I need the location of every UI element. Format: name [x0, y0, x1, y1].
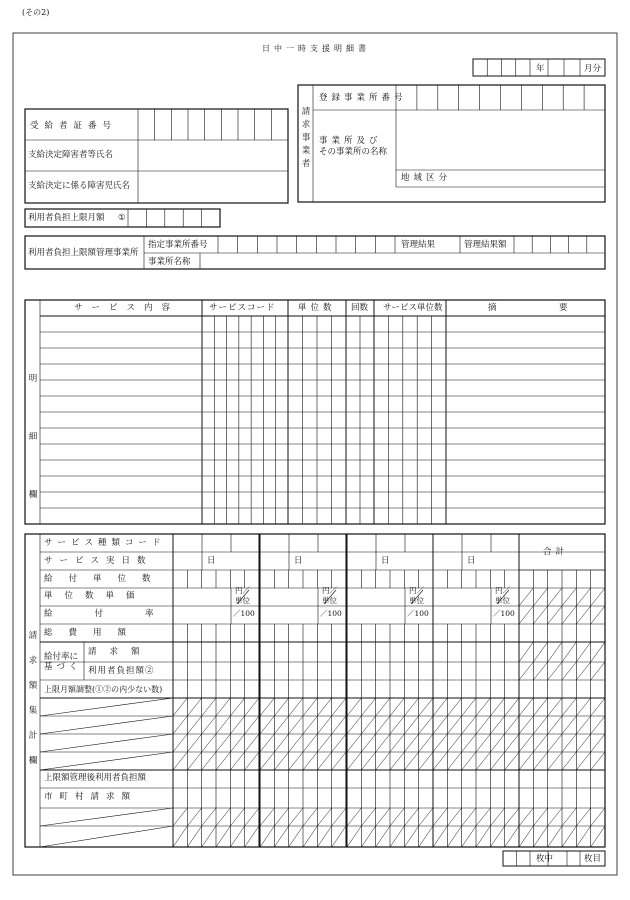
grid-line: [390, 808, 404, 826]
management-result-label: 管理結果: [401, 240, 436, 250]
grid-line: [533, 808, 547, 826]
grid-line: [216, 752, 230, 770]
grid-line: [576, 662, 590, 680]
grid-line: [476, 698, 490, 716]
provider-vertical-char: 求: [301, 120, 311, 130]
grid-line: [376, 716, 390, 734]
grid-line: [462, 752, 476, 770]
grid-line: [404, 734, 418, 752]
grid-line: [433, 752, 447, 770]
year-label: 年: [536, 64, 545, 74]
grid-line: [591, 808, 605, 826]
grid-line: [376, 826, 390, 847]
limit-label: 利用者負担上限月額: [28, 213, 105, 223]
grid-line: [447, 826, 461, 847]
grid-line: [462, 698, 476, 716]
region-label: 地域区分: [401, 173, 452, 183]
grid-line: [202, 698, 216, 716]
yen-label: 円／: [495, 586, 510, 595]
grid-line: [591, 734, 605, 752]
grid-line: [317, 698, 331, 716]
grid-line: [548, 698, 562, 716]
grid-line: [332, 808, 346, 826]
grid-line: [433, 734, 447, 752]
grid-line: [303, 826, 317, 847]
sheet-page-label: 枚目: [584, 854, 602, 864]
grid-line: [591, 716, 605, 734]
grid-line: [562, 588, 576, 606]
grid-line: [216, 734, 230, 752]
grid-line: [361, 752, 375, 770]
grid-line: [390, 826, 404, 847]
grid-line: [260, 808, 274, 826]
grid-line: [576, 642, 590, 662]
provider-name-label-2: その事業所の名称: [319, 147, 388, 157]
grid-line: [447, 698, 461, 716]
grid-line: [562, 826, 576, 847]
grid-line: [548, 662, 562, 680]
grid-line: [476, 716, 490, 734]
grid-line: [462, 826, 476, 847]
day-unit: 日: [467, 556, 476, 566]
grid-line: [332, 734, 346, 752]
header-service-code: サービスコード: [209, 303, 276, 313]
grid-line: [303, 716, 317, 734]
grid-line: [303, 808, 317, 826]
grid-line: [187, 808, 201, 826]
grid-line: [490, 826, 504, 847]
grid-line: [390, 716, 404, 734]
unit-label: 単位: [322, 596, 337, 605]
provider-vertical-char: 者: [301, 159, 311, 169]
day-unit: 日: [294, 556, 303, 566]
grid-line: [576, 826, 590, 847]
grid-line: [505, 698, 519, 716]
grid-line: [347, 752, 361, 770]
sheet-count-label: 枚中: [536, 854, 554, 864]
grid-line: [419, 716, 433, 734]
row-based-on-rate-2: 基づく: [44, 662, 82, 672]
row-based-on-rate-1: 給付率に: [44, 652, 79, 662]
detail-vertical-label: [28, 350, 38, 524]
grid-line: [476, 808, 490, 826]
grid-line: [591, 606, 605, 624]
grid-line: [462, 716, 476, 734]
rate-suffix: ／100: [493, 609, 515, 618]
grid-line: [490, 808, 504, 826]
grid-line: [548, 588, 562, 606]
grid-line: [419, 826, 433, 847]
header-count: 回数: [351, 303, 369, 313]
grid-line: [433, 826, 447, 847]
grid-line: [548, 808, 562, 826]
billing-vertical-char: 求: [28, 656, 38, 666]
grid-line: [476, 752, 490, 770]
grid-line: [230, 752, 244, 770]
billing-total-label: 合計: [543, 547, 569, 557]
grid-line: [576, 808, 590, 826]
unit-label: 単位: [495, 596, 510, 605]
grid-line: [376, 808, 390, 826]
grid-line: [260, 826, 274, 847]
grid-line: [404, 826, 418, 847]
grid-line: [433, 808, 447, 826]
reg-no-label: 登録事業所番号: [319, 93, 407, 103]
grid-line: [519, 716, 533, 734]
grid-line: [576, 752, 590, 770]
rate-suffix: ／100: [407, 609, 429, 618]
cert-no-label: 受給者証番号: [30, 121, 118, 131]
grid-line: [533, 698, 547, 716]
grid-line: [519, 752, 533, 770]
grid-line: [419, 698, 433, 716]
grid-line: [376, 752, 390, 770]
row-service-type-code: サービス種類コード: [44, 538, 166, 548]
grid-line: [476, 826, 490, 847]
grid-line: [404, 716, 418, 734]
grid-line: [533, 606, 547, 624]
grid-line: [317, 734, 331, 752]
grid-line: [245, 808, 259, 826]
provider-vertical-label: [301, 106, 311, 171]
grid-line: [317, 808, 331, 826]
grid-line: [173, 808, 187, 826]
grid-line: [187, 716, 201, 734]
detail-vertical-char: 細: [28, 432, 38, 442]
grid-line: [173, 716, 187, 734]
grid-line: [202, 808, 216, 826]
grid-line: [548, 606, 562, 624]
unit-label: 単位: [409, 596, 424, 605]
grid-line: [562, 642, 576, 662]
grid-line: [245, 826, 259, 847]
grid-line: [274, 808, 288, 826]
grid-line: [390, 698, 404, 716]
row-cap-adjust: 上限月額調整(①②の内少ない数): [44, 685, 163, 694]
grid-line: [289, 808, 303, 826]
grid-line: [533, 642, 547, 662]
grid-line: [376, 698, 390, 716]
grid-line: [303, 752, 317, 770]
detail-vertical-char: 欄: [28, 490, 38, 500]
grid-line: [447, 716, 461, 734]
grid-line: [591, 698, 605, 716]
grid-line: [519, 808, 533, 826]
page-label: (その2): [22, 8, 50, 17]
office-name-label: 事業所名称: [148, 257, 191, 267]
row-after-management: 上限額管理後利用者負担額: [44, 773, 147, 783]
grid-line: [591, 642, 605, 662]
grid-line: [230, 808, 244, 826]
grid-line: [447, 808, 461, 826]
grid-line: [562, 698, 576, 716]
designated-no-label: 指定事業所番号: [148, 240, 208, 250]
grid-line: [562, 734, 576, 752]
grid-line: [289, 826, 303, 847]
grid-line: [202, 734, 216, 752]
grid-line: [230, 734, 244, 752]
grid-line: [332, 716, 346, 734]
billing-vertical-char: 額: [28, 681, 38, 691]
grid-line: [260, 698, 274, 716]
grid-line: [433, 698, 447, 716]
row-user-burden: 利用者負担額②: [88, 666, 155, 676]
grid-line: [274, 752, 288, 770]
provider-name-label-1: 事業所及び: [319, 136, 382, 146]
grid-line: [173, 698, 187, 716]
grid-line: [230, 716, 244, 734]
grid-line: [576, 606, 590, 624]
detail-vertical-char: 明: [28, 374, 38, 384]
grid-line: [187, 752, 201, 770]
grid-line: [317, 826, 331, 847]
grid-line: [289, 734, 303, 752]
row-service-days: サービス実日数: [44, 556, 153, 566]
grid-line: [404, 752, 418, 770]
row-total-cost: 総費用額: [44, 628, 143, 638]
grid-line: [173, 752, 187, 770]
grid-line: [347, 808, 361, 826]
row-municipal-billing: 市町村請求額: [44, 792, 138, 802]
grid-line: [548, 734, 562, 752]
grid-line: [187, 734, 201, 752]
grid-line: [40, 752, 173, 770]
grid-line: [274, 826, 288, 847]
grid-line: [317, 716, 331, 734]
grid-line: [303, 734, 317, 752]
grid-line: [40, 716, 173, 734]
grid-line: [303, 698, 317, 716]
grid-line: [548, 752, 562, 770]
grid-line: [361, 716, 375, 734]
grid-line: [576, 716, 590, 734]
provider-vertical-char: 事: [301, 133, 311, 143]
grid-line: [462, 734, 476, 752]
grid-line: [260, 716, 274, 734]
decided-child-label: 支給決定に係る障害児氏名: [28, 181, 131, 191]
decided-guardian-label: 支給決定障害者等氏名: [28, 150, 114, 160]
grid-line: [347, 734, 361, 752]
grid-line: [548, 826, 562, 847]
grid-line: [591, 752, 605, 770]
grid-line: [591, 588, 605, 606]
grid-line: [245, 698, 259, 716]
grid-line: [187, 698, 201, 716]
grid-line: [519, 642, 533, 662]
grid-line: [332, 826, 346, 847]
grid-line: [447, 752, 461, 770]
grid-line: [202, 716, 216, 734]
grid-line: [490, 734, 504, 752]
grid-line: [562, 752, 576, 770]
grid-line: [289, 752, 303, 770]
grid-line: [519, 826, 533, 847]
grid-line: [274, 698, 288, 716]
grid-line: [447, 734, 461, 752]
grid-line: [216, 716, 230, 734]
grid-line: [40, 734, 173, 752]
grid-line: [419, 752, 433, 770]
limit-mark: ①: [118, 213, 126, 223]
management-office-label: 利用者負担上限額管理事業所: [28, 248, 139, 258]
rate-suffix: ／100: [233, 609, 255, 618]
grid-line: [548, 642, 562, 662]
grid-line: [347, 698, 361, 716]
grid-line: [533, 588, 547, 606]
grid-line: [317, 752, 331, 770]
billing-vertical-char: 欄: [28, 756, 38, 766]
grid-line: [361, 734, 375, 752]
grid-line: [202, 826, 216, 847]
grid-line: [347, 826, 361, 847]
grid-line: [347, 716, 361, 734]
grid-line: [274, 716, 288, 734]
grid-line: [576, 698, 590, 716]
grid-line: [332, 752, 346, 770]
billing-vertical-char: 請: [28, 631, 38, 641]
month-label: 月分: [584, 64, 602, 74]
header-units: 単位数: [298, 303, 336, 313]
grid-line: [332, 698, 346, 716]
grid-line: [173, 826, 187, 847]
billing-vertical-char: 計: [28, 731, 38, 741]
grid-line: [505, 716, 519, 734]
grid-line: [216, 826, 230, 847]
grid-line: [419, 734, 433, 752]
header-service-units: サービス単位数: [383, 303, 443, 313]
grid-line: [376, 734, 390, 752]
grid-line: [519, 662, 533, 680]
rate-suffix: ／100: [320, 609, 342, 618]
grid-line: [216, 698, 230, 716]
grid-line: [260, 734, 274, 752]
grid-line: [519, 734, 533, 752]
row-benefit-units: 給付単位数: [44, 574, 167, 584]
row-benefit-rate: 給付率: [44, 609, 196, 619]
grid-line: [274, 734, 288, 752]
grid-line: [361, 826, 375, 847]
grid-line: [505, 826, 519, 847]
management-result-amount-label: 管理結果額: [464, 240, 507, 250]
grid-line: [419, 808, 433, 826]
grid-line: [361, 698, 375, 716]
grid-line: [245, 716, 259, 734]
billing-vertical-label: [28, 624, 38, 774]
yen-label: 円／: [409, 586, 424, 595]
grid-line: [519, 698, 533, 716]
grid-line: [404, 808, 418, 826]
grid-line: [533, 662, 547, 680]
grid-line: [433, 716, 447, 734]
yen-label: 円／: [322, 586, 337, 595]
grid-line: [230, 826, 244, 847]
grid-line: [390, 752, 404, 770]
billing-vertical-char: 集: [28, 706, 38, 716]
grid-line: [289, 716, 303, 734]
provider-vertical-char: 請: [301, 107, 311, 117]
header-summary-1: 摘: [488, 303, 497, 313]
row-unit-price: 単位数単価: [44, 591, 147, 601]
grid-line: [562, 606, 576, 624]
grid-line: [533, 826, 547, 847]
grid-line: [390, 734, 404, 752]
grid-line: [490, 752, 504, 770]
grid-line: [505, 808, 519, 826]
grid-line: [533, 734, 547, 752]
grid-line: [245, 734, 259, 752]
yen-label: 円／: [235, 586, 250, 595]
grid-line: [476, 734, 490, 752]
grid-line: [40, 826, 173, 847]
row-billed-amount: 請求額: [88, 647, 153, 657]
grid-line: [562, 662, 576, 680]
grid-line: [216, 808, 230, 826]
grid-line: [40, 698, 173, 716]
grid-line: [562, 716, 576, 734]
grid-line: [202, 752, 216, 770]
grid-line: [490, 698, 504, 716]
grid-line: [505, 752, 519, 770]
grid-line: [533, 716, 547, 734]
grid-line: [591, 662, 605, 680]
grid-line: [404, 698, 418, 716]
grid-line: [289, 698, 303, 716]
grid-line: [260, 752, 274, 770]
grid-line: [505, 734, 519, 752]
grid-line: [490, 716, 504, 734]
grid-line: [230, 698, 244, 716]
day-unit: 日: [207, 556, 216, 566]
grid-line: [548, 716, 562, 734]
grid-line: [40, 808, 173, 826]
grid-line: [533, 752, 547, 770]
form-title: 日中一時支援明細書: [262, 44, 370, 53]
grid-line: [361, 808, 375, 826]
grid-line: [591, 826, 605, 847]
day-unit: 日: [381, 556, 390, 566]
grid-line: [187, 826, 201, 847]
header-service-content: サービス内容: [74, 303, 180, 313]
grid-line: [173, 734, 187, 752]
unit-label: 単位: [235, 596, 250, 605]
grid-line: [562, 808, 576, 826]
grid-line: [576, 734, 590, 752]
header-summary-2: 要: [559, 303, 568, 313]
provider-vertical-char: 業: [301, 146, 311, 156]
grid-line: [519, 606, 533, 624]
grid-line: [245, 752, 259, 770]
grid-line: [462, 808, 476, 826]
grid-line: [576, 588, 590, 606]
grid-line: [519, 588, 533, 606]
